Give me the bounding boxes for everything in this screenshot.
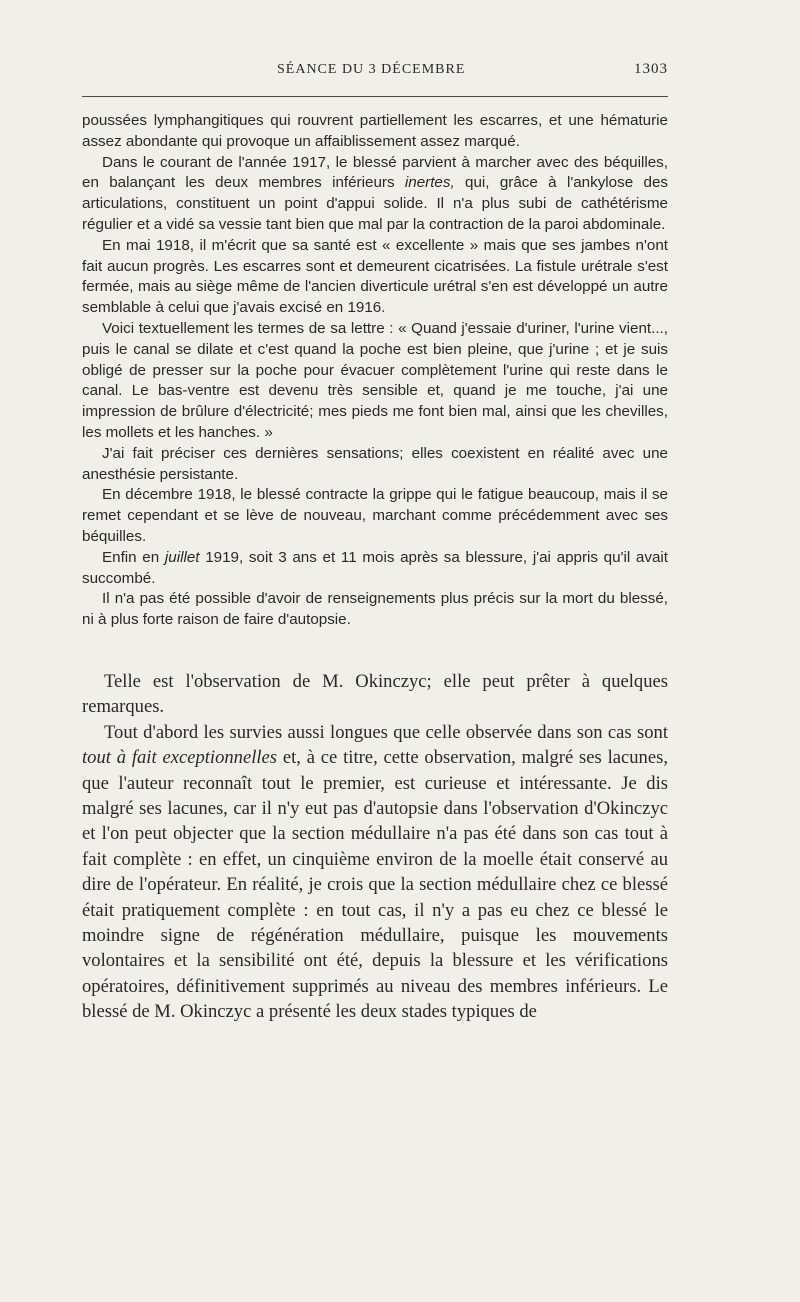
case-paragraph-8: Il n'a pas été possible d'avoir de renseignements plus précis sur la mort du blessé, ni à plus forte raison de faire d'autopsie. (82, 590, 668, 629)
page-header (82, 52, 668, 86)
running-head: SÉANCE DU 3 DÉCEMBRE (277, 62, 466, 77)
page-number: 1303 (634, 61, 668, 77)
commentary-paragraph-2: Tout d'abord les survies aussi longues que celle observée dans son cas sont tout à fait exceptionnelles et, à ce titre, cette observation, malgré ses lacunes, que l'auteur reconnaît tout le premier, est curieuse et intéressante. Je dis malgré ses lacunes, car il n'y eut pas d'autopsie dans l'observation d'Okinczyc et l'on peut objecter que la section médullaire n'a pas été dans son cas tout à fait complète : en effet, un cinquième environ de la moelle était conservé au dire de l'opérateur. En réalité, je crois que la section médullaire chez ce blessé était pratiquement complète : en tout cas, il n'y a pas eu chez ce blessé le moindre signe de régénération médullaire, puisque les mouvements volontaires et la sensibilité ont été, depuis la blessure et les vérifications opératoires, définitivement supprimés au niveau des membres inférieurs. Le blessé de M. Okinczyc a présenté les deux stades typiques de (82, 721, 668, 1023)
case-paragraph-6: En décembre 1918, le blessé contracte la grippe qui le fatigue beaucoup, mais il se remet cependant et se lève de nouveau, marchant comme précédemment avec ses béquilles. (82, 486, 668, 545)
commentary (82, 669, 668, 1025)
case-paragraph-3: En mai 1918, il m'écrit que sa santé est « excellente » mais que ses jambes n'ont fait aucun progrès. Les escarres sont et demeurent cicatrisées. La fistule urétrale s'est fermée, mais au siège même de l'ancien diverticule urétral s'en est développé un autre semblable à celui que j'avais excisé en 1916. (82, 236, 668, 317)
case-paragraph-1: poussées lymphangitiques qui rouvrent partiellement les escarres, et une hématurie assez abondante qui provoque un affaiblissement assez marqué. (82, 112, 668, 150)
case-paragraph-7: Enfin en juillet 1919, soit 3 ans et 11 mois après sa blessure, j'ai appris qu'il avait succombé. (82, 548, 668, 587)
header-rule (82, 96, 668, 97)
case-report (82, 111, 668, 631)
case-paragraph-2: Dans le courant de l'année 1917, le blessé parvient à marcher avec des béquilles, en balançant les deux membres inférieurs inertes, qui, grâce à l'ankylose des articulations, constituent un point d'appui solide. Il n'a plus subi de cathétérisme régulier et a vidé sa vessie tant bien que mal par la contraction de la paroi abdominale. (82, 153, 668, 233)
case-paragraph-5: J'ai fait préciser ces dernières sensations; elles coexistent en réalité avec une anesthésie persistante. (82, 444, 668, 483)
commentary-paragraph-1: Telle est l'observation de M. Okinczyc; elle peut prêter à quelques remarques. (82, 670, 668, 718)
case-paragraph-4: Voici textuellement les termes de sa lettre : « Quand j'essaie d'uriner, l'urine vient..., puis le canal se dilate et c'est quand la poche est bien pleine, que j'urine ; et je suis obligé de presser sur la poche pour évacuer complètement l'urine qui reste dans le canal. Le bas-ventre est devenu très sensible et, quand je me touche, j'ai une impression de brûlure d'électricité; mes pieds me font bien mal, ainsi que les chevilles, les mollets et les hanches. » (82, 319, 668, 441)
book-page (82, 52, 668, 1282)
